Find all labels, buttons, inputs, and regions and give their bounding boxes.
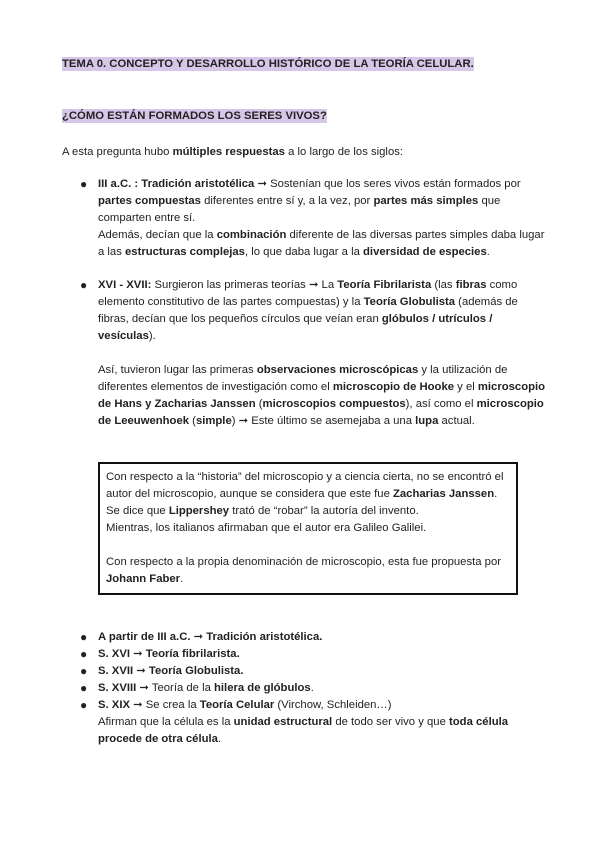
summary-list [62,629,548,748]
bullet-icon: ● [80,698,88,712]
note-paragraph: Se dice que Lippershey trató de “robar” la autoría del invento. [106,505,419,517]
list-item: ● S. XIX ➞ Se crea la Teoría Celular (Virchow, Schleiden…) Afirman que la célula es la unidad estructural de todo ser vivo y que toda célula procede de otra célula. [80,698,509,745]
bullet-icon: ● [80,177,88,191]
bullet-icon: ● [80,681,88,695]
bullet-icon: ● [80,647,88,661]
list-item: ● S. XVIII ➞ Teoría de la hilera de glóbulos. [80,681,314,695]
bullet-icon: ● [80,278,88,292]
history-note-box [98,462,518,595]
list-item: ● S. XVII ➞ Teoría Globulista. [80,664,244,678]
note-paragraph: Mientras, los italianos afirmaban que el autor era Galileo Galilei. [106,522,427,534]
list-item: ● A partir de III a.C. ➞ Tradición aristotélica. [80,630,323,644]
list-item-aristotelica: ● III a.C. : Tradición aristotélica ➞ Sostenían que los seres vivos están formados por partes compuestas diferentes entre sí y, a la vez, por partes más simples que comparten entre sí. Además, decían que la combinación diferente de las diversas partes simples daba lugar a las estructuras complejas, lo que daba lugar a la diversidad de especies. [80,177,545,258]
list-item-xvi-xvii: ● XVI - XVII: Surgieron las primeras teorías ➞ La Teoría Fibrilarista (las fibras como elemento constitutivo de las partes compuestas) y la Teoría Globulista (además de fibras, decían que los pequeños círculos que veían eran glóbulos / utrículos / vesículas). [80,278,518,342]
bullet-icon: ● [80,664,88,678]
note-paragraph: Con respecto a la “historia” del microscopio y a ciencia cierta, no se encontró el autor del microscopio, aunque se considera que este fue Zacharias Janssen. [106,471,504,500]
bullet-icon: ● [80,630,88,644]
document-title: TEMA 0. CONCEPTO Y DESARROLLO HISTÓRICO DE LA TEORÍA CELULAR. [62,58,474,70]
microscopy-paragraph: Así, tuvieron lugar las primeras observaciones microscópicas y la utilización de diferentes elementos de investigación como el microscopio de Hooke y el microscopio de Hans y Zacharias Janssen (microscopios compuestos), así como el microscopio de Leeuwenhoek (simple) ➞ Este último se asemejaba a una lupa actual. [98,364,546,427]
list-item: ● S. XVI ➞ Teoría fibrilarista. [80,647,240,661]
note-paragraph: Con respecto a la propia denominación de microscopio, esta fue propuesta por Johann Faber. [106,556,501,585]
intro-paragraph: A esta pregunta hubo múltiples respuestas a lo largo de los siglos: [62,146,404,158]
section-heading: ¿CÓMO ESTÁN FORMADOS LOS SERES VIVOS? [62,110,327,122]
